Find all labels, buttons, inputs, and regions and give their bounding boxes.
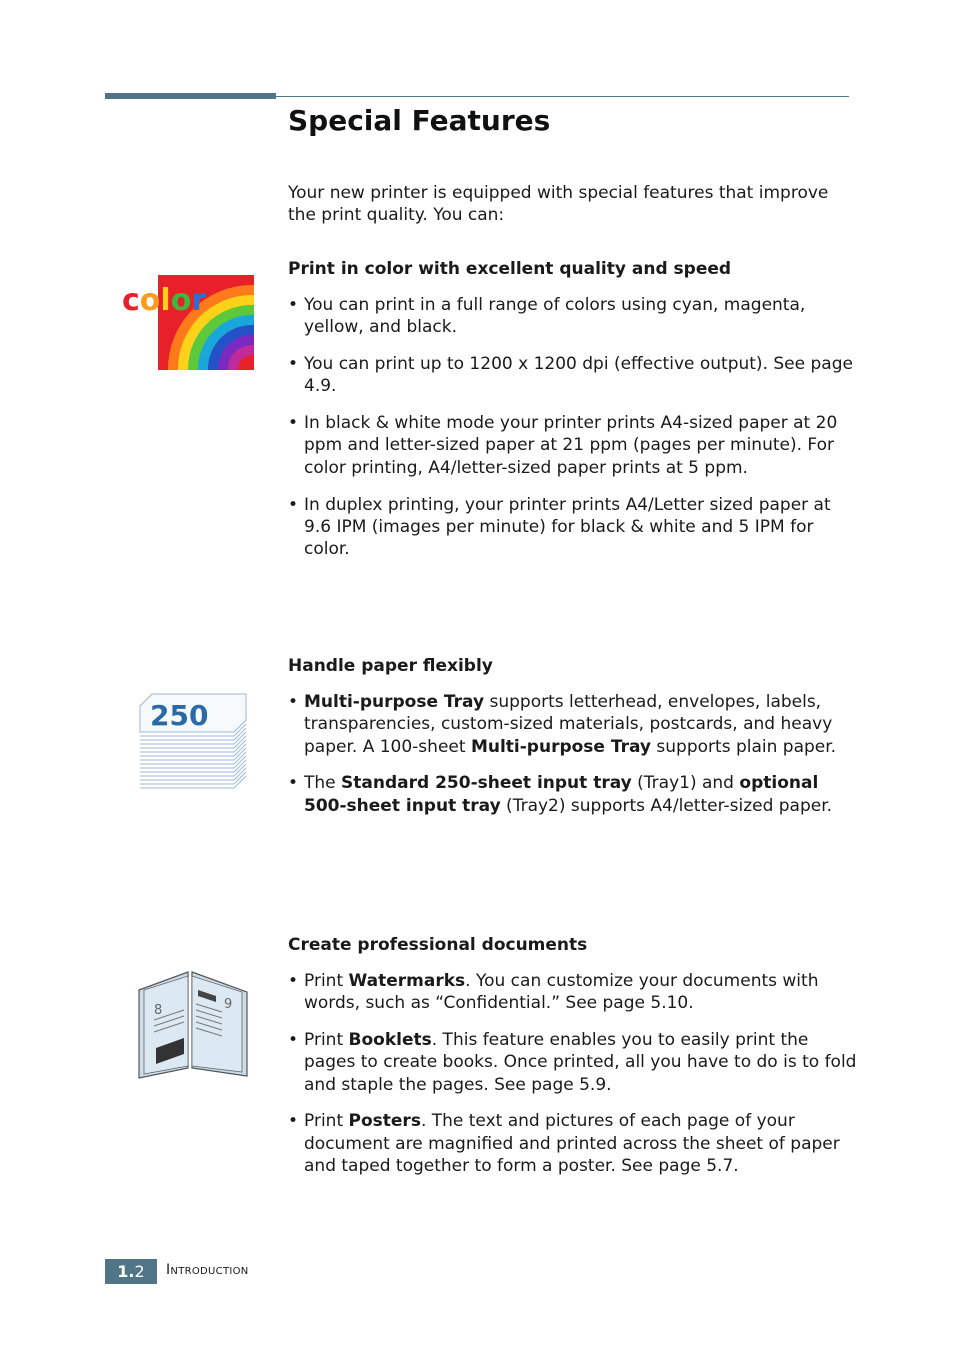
bold-term: Standard 250-sheet input tray [341,773,632,794]
item-text: In black & white mode your printer prints A4-sized paper at 20 ppm and letter-sized paper at 21 ppm (pages per minute). For color printing, A4/letter-sized paper prints at 5 ppm. [304,413,838,478]
item-text: Print [304,1111,349,1132]
section-color [288,258,858,575]
list-item [288,353,858,398]
booklet-page-right: 9 [224,997,233,1012]
bold-term: Posters [348,1111,421,1132]
list-item [288,1110,858,1177]
color-rainbow-icon [120,274,254,370]
footer-chapter-name: Introduction [166,1262,249,1278]
booklet-page-left: 8 [154,1003,163,1018]
bold-term: Multi-purpose Tray [304,692,485,712]
section-documents [288,934,858,1192]
item-text: . This feature enables you to easily print the pages to create books. Once printed, all you have to do is to fold and staple the pages. See page 5.9. [304,1030,857,1095]
item-text: . You can customize your documents with words, such as “Confidential.” See page 5.10. [304,971,819,1014]
bullet-list [288,970,858,1177]
bullet-dot: • [288,295,299,315]
bold-term: optional 500-sheet input tray [304,773,819,816]
paper-stack-icon [136,690,248,790]
bullet-dot: • [288,1030,299,1051]
section-heading: Create professional documents [288,935,588,955]
item-text: The [304,773,342,794]
page-number-page: 2 [134,1262,145,1281]
item-text: Print [304,971,349,991]
page-number-badge [105,1259,157,1284]
item-text: You can print up to 1200 x 1200 dpi (effective output). See page 4.9. [304,354,853,397]
bullet-dot: • [288,354,299,375]
list-item [288,970,858,1015]
bullet-dot: • [288,413,299,434]
color-icon-text: color [122,283,207,318]
bullet-list [288,691,858,817]
page-number-chapter: 1. [117,1262,135,1281]
bullet-dot: • [288,692,299,712]
bullet-dot: • [288,1111,299,1132]
list-item [288,691,858,758]
bullet-dot: • [288,494,299,515]
paper-stack-count: 250 [150,699,209,732]
bullet-dot: • [288,773,299,794]
list-item [288,1029,858,1096]
booklet-icon [136,968,250,1080]
page-title: Special Features [288,104,551,137]
list-item [288,772,858,817]
bullet-list [288,294,858,560]
item-text: (Tray2) supports A4/letter-sized paper. [500,795,833,816]
bullet-dot: • [288,971,299,991]
item-text: Print [304,1030,349,1051]
header-rule-thick [105,93,276,99]
list-item [288,412,858,479]
bold-term: Watermarks [348,971,466,991]
item-text: . The text and pictures of each page of your document are magnified and printed across the sheet of paper and taped together to form a poster. See page 5.7. [304,1111,840,1177]
item-text: You can print in a full range of colors using cyan, magenta, yellow, and black. [304,295,806,338]
item-text: In duplex printing, your printer prints A4/Letter sized paper at 9.6 IPM (images per minute) for black & white and 5 IPM for color. [304,494,831,560]
intro-paragraph: Your new printer is equipped with special features that improve the print quality. You can: [288,183,829,225]
list-item [288,294,858,339]
item-text: supports letterhead, envelopes, labels, transparencies, custom-sized materials, postcards, and heavy paper. A 100-sheet [304,692,833,757]
item-text: supports plain paper. [651,736,837,757]
item-text: (Tray1) and [631,773,740,794]
list-item [288,494,858,561]
bold-term: Multi-purpose Tray [470,736,652,757]
section-heading: Print in color with excellent quality and speed [288,259,732,279]
section-heading: Handle paper flexibly [288,656,493,676]
section-paper [288,655,858,831]
bold-term: Booklets [348,1030,432,1051]
